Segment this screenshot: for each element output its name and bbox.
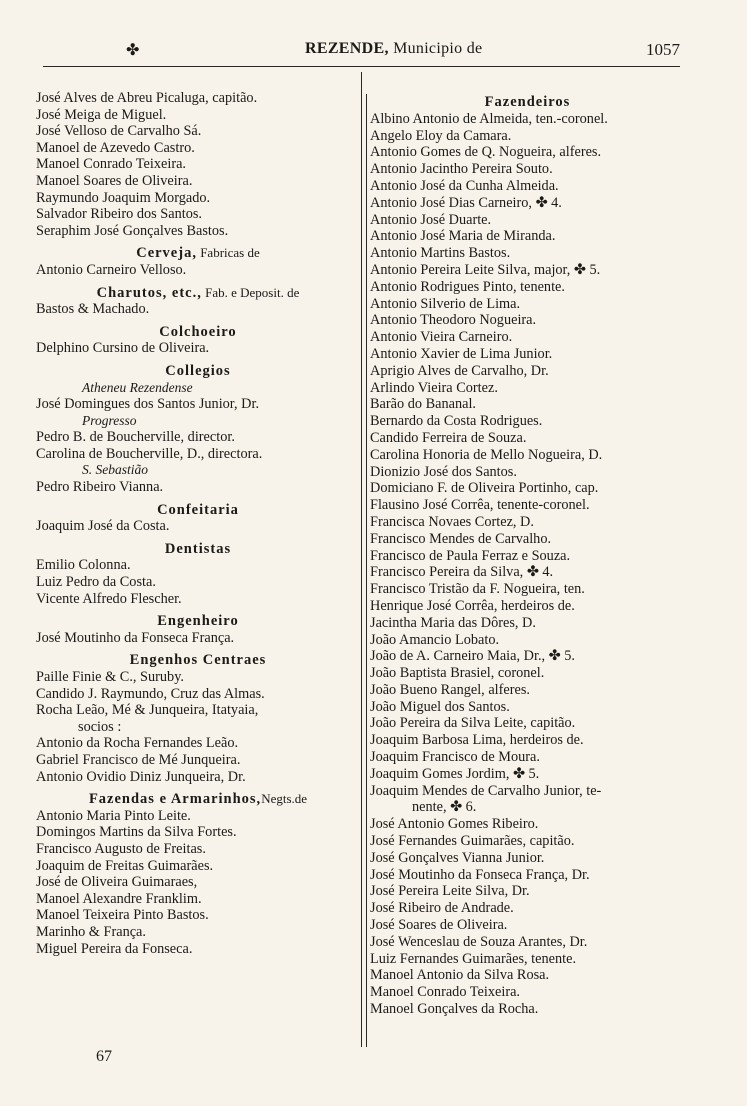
section-heading-title: Collegios xyxy=(165,362,231,379)
directory-entry: Antonio Pereira Leite Silva, major, ✤ 5. xyxy=(370,261,601,278)
directory-entry: Domingos Martins da Silva Fortes. xyxy=(36,824,237,841)
page-title xyxy=(305,40,482,58)
directory-entry: Paille Finie & C., Suruby. xyxy=(36,669,185,685)
directory-entry: Antonio Theodoro Nogueira. xyxy=(370,312,537,329)
section-heading xyxy=(36,245,360,262)
page-header xyxy=(40,38,680,64)
directory-entry: Manoel Conrado Teixeira. xyxy=(370,984,520,1001)
directory-entry: Antonio Rodrigues Pinto, tenente. xyxy=(370,278,565,295)
section-heading xyxy=(36,285,360,302)
directory-entry: José Fernandes Guimarães, capitão. xyxy=(370,833,575,850)
header-rule xyxy=(43,66,680,67)
directory-entry: Bernardo da Costa Rodrigues. xyxy=(370,413,543,430)
directory-entry: Henrique José Corrêa, herdeiros de. xyxy=(370,597,575,614)
directory-entry: Antonio José Duarte. xyxy=(370,211,492,228)
directory-entry: nente, ✤ 6. xyxy=(412,799,477,816)
directory-entry: Jacintha Maria das Dôres, D. xyxy=(370,614,536,631)
directory-entry: Salvador Ribeiro dos Santos. xyxy=(36,206,202,223)
section-heading xyxy=(36,652,360,669)
directory-entry: José Pereira Leite Silva, Dr. xyxy=(370,883,530,900)
directory-entry: José Ribeiro de Andrade. xyxy=(370,900,514,917)
directory-entry: Luiz Pedro da Costa. xyxy=(36,574,156,591)
directory-entry: Gabriel Francisco de Mé Junqueira. xyxy=(36,751,241,768)
section-heading-title: Dentistas xyxy=(164,540,232,557)
directory-entry: Carolina de Boucherville, D., directora. xyxy=(36,445,263,462)
directory-entry: Antonio Ovidio Diniz Junqueira, Dr. xyxy=(36,768,246,785)
directory-entry: José Gonçalves Vianna Junior. xyxy=(370,849,545,866)
directory-entry: Antonio José Dias Carneiro, ✤ 4. xyxy=(370,194,562,211)
directory-entry: Francisco Augusto de Freitas. xyxy=(36,840,206,857)
directory-entry: Manoel de Azevedo Castro. xyxy=(36,139,195,156)
section-heading-title: Engenhos Centraes xyxy=(129,652,267,669)
directory-entry: Bastos & Machado. xyxy=(36,301,150,318)
directory-entry: Antonio José da Cunha Almeida. xyxy=(370,177,559,194)
right-column xyxy=(370,88,685,1018)
directory-entry: Antonio Gomes de Q. Nogueira, alferes. xyxy=(370,144,602,161)
directory-entry: Dionizio José dos Santos. xyxy=(370,463,517,480)
directory-entry: Miguel Pereira da Fonseca. xyxy=(36,940,193,957)
printer-ornament-icon: ✤ xyxy=(126,42,140,59)
directory-entry: Delphino Cursino de Oliveira. xyxy=(36,340,210,357)
left-column xyxy=(36,90,360,957)
page-title-city: REZENDE, xyxy=(305,40,389,57)
directory-entry: Seraphim José Gonçalves Bastos. xyxy=(36,222,229,239)
directory-entry: João de A. Carneiro Maia, Dr., ✤ 5. xyxy=(370,648,575,665)
directory-entry: Barão do Bananal. xyxy=(370,396,476,413)
directory-entry: Manoel Antonio da Silva Rosa. xyxy=(370,967,550,984)
directory-entry: Emilio Colonna. xyxy=(36,557,131,574)
directory-entry: João Baptista Brasiel, coronel. xyxy=(370,665,545,682)
directory-entry: João Amancio Lobato. xyxy=(370,631,500,648)
directory-entry: Albino Antonio de Almeida, ten.-coronel. xyxy=(370,110,608,127)
section-heading xyxy=(36,791,360,808)
directory-entry: Joaquim Mendes de Carvalho Junior, te- xyxy=(370,782,602,799)
directory-entry: Flausino José Corrêa, tenente-coronel. xyxy=(370,497,590,514)
section-heading xyxy=(370,94,685,111)
directory-entry: Joaquim José da Costa. xyxy=(36,518,170,535)
directory-entry: Antonio José Maria de Miranda. xyxy=(370,228,556,245)
directory-entry: Antonio Vieira Carneiro. xyxy=(370,329,513,346)
directory-entry: Antonio Silverio de Lima. xyxy=(370,295,521,312)
directory-entry: José Domingues dos Santos Junior, Dr. xyxy=(36,396,260,413)
directory-entry: Angelo Eloy da Camara. xyxy=(370,127,512,144)
directory-entry: Joaquim de Freitas Guimarães. xyxy=(36,857,214,874)
section-heading-title: Confeitaria xyxy=(157,501,239,518)
directory-entry: Francisco Mendes de Carvalho. xyxy=(370,530,552,547)
directory-entry: João Bueno Rangel, alferes. xyxy=(370,681,530,698)
directory-entry: José Antonio Gomes Ribeiro. xyxy=(370,816,539,833)
directory-entry: José Moutinho da Fonseca França, Dr. xyxy=(370,866,590,883)
directory-entry: Manoel Conrado Teixeira. xyxy=(36,156,186,173)
directory-entry: Antonio Jacintho Pereira Souto. xyxy=(370,161,553,178)
page-number: 1057 xyxy=(646,40,680,59)
section-heading-title: Cerveja, xyxy=(136,245,197,262)
directory-entry: Antonio Martins Bastos. xyxy=(370,245,511,262)
directory-entry: José Meiga de Miguel. xyxy=(36,106,167,123)
directory-entry: Arlindo Vieira Cortez. xyxy=(370,379,498,396)
directory-entry: José Wenceslau de Souza Arantes, Dr. xyxy=(370,933,588,950)
section-heading-title: Fazendeiros xyxy=(484,94,571,110)
directory-entry: Candido J. Raymundo, Cruz das Almas. xyxy=(36,685,265,702)
directory-entry: Joaquim Gomes Jordim, ✤ 5. xyxy=(370,765,540,782)
section-heading xyxy=(36,613,360,630)
directory-entry: Antonio Xavier de Lima Junior. xyxy=(370,345,553,362)
directory-entry: Vicente Alfredo Flescher. xyxy=(36,590,182,607)
directory-entry: Manoel Alexandre Franklim. xyxy=(36,890,202,907)
directory-entry: Antonio Carneiro Velloso. xyxy=(36,261,187,278)
directory-entry: Manoel Gonçalves da Rocha. xyxy=(370,1001,539,1018)
directory-entry: Manoel Soares de Oliveira. xyxy=(36,172,193,189)
directory-entry: José Alves de Abreu Picaluga, capitão. xyxy=(36,90,258,106)
section-heading xyxy=(36,502,360,519)
signature-mark: 67 xyxy=(96,1048,112,1065)
section-heading-title: Engenheiro xyxy=(157,613,239,630)
directory-entry: Marinho & França. xyxy=(36,923,146,940)
column-divider xyxy=(361,72,362,1047)
section-heading-title: Fazendas e Armarinhos, xyxy=(88,791,262,808)
directory-entry: Aprigio Alves de Carvalho, Dr. xyxy=(370,362,549,379)
directory-entry: Rocha Leão, Mé & Junqueira, Itatyaia, xyxy=(36,702,259,719)
section-heading-qualifier: Fab. e Deposit. de xyxy=(201,284,300,300)
directory-entry: Pedro B. de Boucherville, director. xyxy=(36,429,235,446)
directory-entry: Candido Ferreira de Souza. xyxy=(370,429,527,446)
directory-entry: João Miguel dos Santos. xyxy=(370,698,510,715)
institution-name: Atheneu Rezendense xyxy=(82,379,193,395)
directory-entry: Raymundo Joaquim Morgado. xyxy=(36,189,211,206)
directory-entry: Luiz Fernandes Guimarães, tenente. xyxy=(370,950,577,967)
directory-entry: Joaquim Barbosa Lima, herdeiros de. xyxy=(370,732,584,749)
directory-entry: Pedro Ribeiro Vianna. xyxy=(36,479,164,496)
section-heading-title: Colchoeiro xyxy=(159,323,237,340)
directory-entry: Manoel Teixeira Pinto Bastos. xyxy=(36,907,209,924)
directory-entry: Antonio da Rocha Fernandes Leão. xyxy=(36,735,239,752)
directory-entry: Francisca Novaes Cortez, D. xyxy=(370,513,534,530)
section-heading-qualifier: Fabricas de xyxy=(196,245,260,261)
directory-entry: Joaquim Francisco de Moura. xyxy=(370,749,540,766)
page-title-rest: Municipio de xyxy=(388,40,483,57)
section-heading xyxy=(36,324,360,341)
directory-entry: Domiciano F. de Oliveira Portinho, cap. xyxy=(370,480,599,497)
institution-name: Progresso xyxy=(82,412,137,428)
directory-entry: João Pereira da Silva Leite, capitão. xyxy=(370,715,576,732)
directory-entry: Francisco de Paula Ferraz e Souza. xyxy=(370,547,571,564)
directory-entry: José de Oliveira Guimaraes, xyxy=(36,874,198,891)
section-heading xyxy=(36,541,360,558)
section-heading-qualifier: Negts.de xyxy=(261,791,308,807)
section-heading-title: Charutos, etc., xyxy=(96,284,202,301)
section-heading xyxy=(36,363,360,380)
directory-entry: José Soares de Oliveira. xyxy=(370,917,508,934)
directory-entry: socios : xyxy=(78,718,122,735)
right-column-rule xyxy=(366,94,367,1047)
directory-entry: Antonio Maria Pinto Leite. xyxy=(36,807,191,824)
directory-entry: Francisco Tristão da F. Nogueira, ten. xyxy=(370,581,585,598)
directory-entry: Francisco Pereira da Silva, ✤ 4. xyxy=(370,564,554,581)
directory-entry: José Moutinho da Fonseca França. xyxy=(36,629,235,646)
institution-name: S. Sebastião xyxy=(82,462,148,478)
directory-entry: José Velloso de Carvalho Sá. xyxy=(36,123,202,140)
directory-entry: Carolina Honoria de Mello Nogueira, D. xyxy=(370,446,603,463)
